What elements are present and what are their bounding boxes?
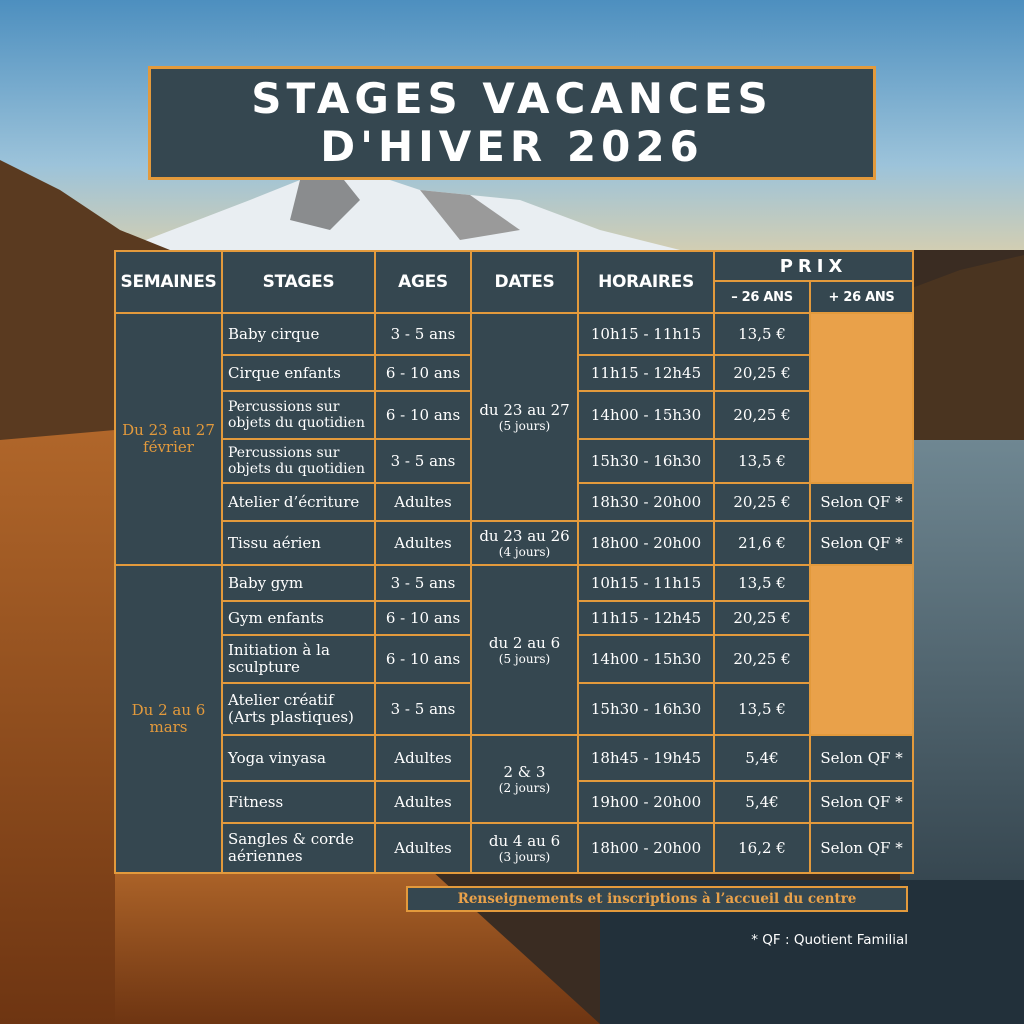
stage-horaires: 18h30 - 20h00 xyxy=(578,483,714,521)
stage-ages: 3 - 5 ans xyxy=(375,439,471,483)
title-line-2: D'HIVER 2026 xyxy=(320,122,704,171)
stage-horaires: 18h00 - 20h00 xyxy=(578,823,714,873)
stage-horaires: 10h15 - 11h15 xyxy=(578,565,714,601)
stage-dates xyxy=(471,313,578,521)
stage-ages: 6 - 10 ans xyxy=(375,601,471,635)
prix-plus-26: Selon QF * xyxy=(810,781,913,823)
stage-name: Sangles & corde aériennes xyxy=(222,823,375,873)
dates-duration: (3 jours) xyxy=(498,849,551,864)
prix-moins-26: 13,5 € xyxy=(714,439,810,483)
header-horaires: HORAIRES xyxy=(578,251,714,313)
dates-duration: (5 jours) xyxy=(498,418,551,433)
header-stages: STAGES xyxy=(222,251,375,313)
header-ages: AGES xyxy=(375,251,471,313)
stage-horaires: 14h00 - 15h30 xyxy=(578,391,714,439)
prix-plus-26-empty xyxy=(810,313,913,483)
week-label: Du 23 au 27 février xyxy=(115,313,222,565)
stage-horaires: 15h30 - 16h30 xyxy=(578,683,714,735)
prix-moins-26: 16,2 € xyxy=(714,823,810,873)
stage-ages: 3 - 5 ans xyxy=(375,683,471,735)
header-semaines: SEMAINES xyxy=(115,251,222,313)
stage-ages: Adultes xyxy=(375,735,471,781)
stage-dates xyxy=(471,521,578,565)
stage-horaires: 18h45 - 19h45 xyxy=(578,735,714,781)
stage-ages: 6 - 10 ans xyxy=(375,391,471,439)
prix-moins-26: 13,5 € xyxy=(714,683,810,735)
table-row xyxy=(115,565,913,601)
stage-name: Baby gym xyxy=(222,565,375,601)
dates-range: du 23 au 27 xyxy=(479,400,570,419)
header-prix-moins-26: – 26 ANS xyxy=(714,281,810,313)
prix-moins-26: 13,5 € xyxy=(714,313,810,355)
footnote: * QF : Quotient Familial xyxy=(751,932,908,948)
dates-range: du 23 au 26 xyxy=(479,526,570,545)
prix-moins-26: 5,4€ xyxy=(714,781,810,823)
stage-ages: Adultes xyxy=(375,781,471,823)
stage-ages: Adultes xyxy=(375,483,471,521)
dates-duration: (2 jours) xyxy=(498,780,551,795)
stage-horaires: 14h00 - 15h30 xyxy=(578,635,714,683)
stage-name: Initiation à la sculpture xyxy=(222,635,375,683)
table-row xyxy=(115,521,913,565)
week-label: Du 2 au 6 mars xyxy=(115,565,222,873)
table-row xyxy=(115,823,913,873)
stage-ages: Adultes xyxy=(375,521,471,565)
stage-name: Tissu aérien xyxy=(222,521,375,565)
stage-name: Cirque enfants xyxy=(222,355,375,391)
stage-dates xyxy=(471,565,578,735)
stage-dates xyxy=(471,823,578,873)
stage-name: Fitness xyxy=(222,781,375,823)
stage-horaires: 10h15 - 11h15 xyxy=(578,313,714,355)
table-row xyxy=(115,735,913,781)
stage-dates xyxy=(471,735,578,823)
stage-horaires: 15h30 - 16h30 xyxy=(578,439,714,483)
stage-name: Atelier d’écriture xyxy=(222,483,375,521)
title-line-1: STAGES VACANCES xyxy=(251,74,773,123)
stage-horaires: 11h15 - 12h45 xyxy=(578,355,714,391)
prix-moins-26: 5,4€ xyxy=(714,735,810,781)
stage-name: Gym enfants xyxy=(222,601,375,635)
prix-plus-26: Selon QF * xyxy=(810,521,913,565)
dates-range: du 4 au 6 xyxy=(488,831,561,850)
header-prix-plus-26: + 26 ANS xyxy=(810,281,913,313)
prix-plus-26: Selon QF * xyxy=(810,735,913,781)
info-banner: Renseignements et inscriptions à l’accueil du centre xyxy=(406,886,908,912)
prix-moins-26: 13,5 € xyxy=(714,565,810,601)
title-banner xyxy=(148,66,876,180)
stage-horaires: 18h00 - 20h00 xyxy=(578,521,714,565)
prix-moins-26: 21,6 € xyxy=(714,521,810,565)
prix-moins-26: 20,25 € xyxy=(714,601,810,635)
prix-moins-26: 20,25 € xyxy=(714,635,810,683)
dates-range: 2 & 3 xyxy=(503,762,546,781)
dates-duration: (4 jours) xyxy=(498,544,551,559)
dates-duration: (5 jours) xyxy=(498,651,551,666)
stage-name: Baby cirque xyxy=(222,313,375,355)
prix-moins-26: 20,25 € xyxy=(714,355,810,391)
header-dates: DATES xyxy=(471,251,578,313)
stage-name: Percussions sur objets du quotidien xyxy=(222,391,375,439)
header-prix: PRIX xyxy=(714,251,913,281)
table-row xyxy=(115,313,913,355)
stage-horaires: 11h15 - 12h45 xyxy=(578,601,714,635)
prix-moins-26: 20,25 € xyxy=(714,391,810,439)
dates-range: du 2 au 6 xyxy=(488,633,561,652)
stage-name: Yoga vinyasa xyxy=(222,735,375,781)
prix-plus-26: Selon QF * xyxy=(810,483,913,521)
stage-ages: 6 - 10 ans xyxy=(375,355,471,391)
stage-ages: Adultes xyxy=(375,823,471,873)
stage-ages: 3 - 5 ans xyxy=(375,313,471,355)
stage-ages: 3 - 5 ans xyxy=(375,565,471,601)
prix-plus-26-empty xyxy=(810,565,913,735)
stage-ages: 6 - 10 ans xyxy=(375,635,471,683)
stage-name: Percussions sur objets du quotidien xyxy=(222,439,375,483)
schedule-table xyxy=(114,250,914,874)
stage-horaires: 19h00 - 20h00 xyxy=(578,781,714,823)
prix-moins-26: 20,25 € xyxy=(714,483,810,521)
stage-name: Atelier créatif (Arts plastiques) xyxy=(222,683,375,735)
prix-plus-26: Selon QF * xyxy=(810,823,913,873)
